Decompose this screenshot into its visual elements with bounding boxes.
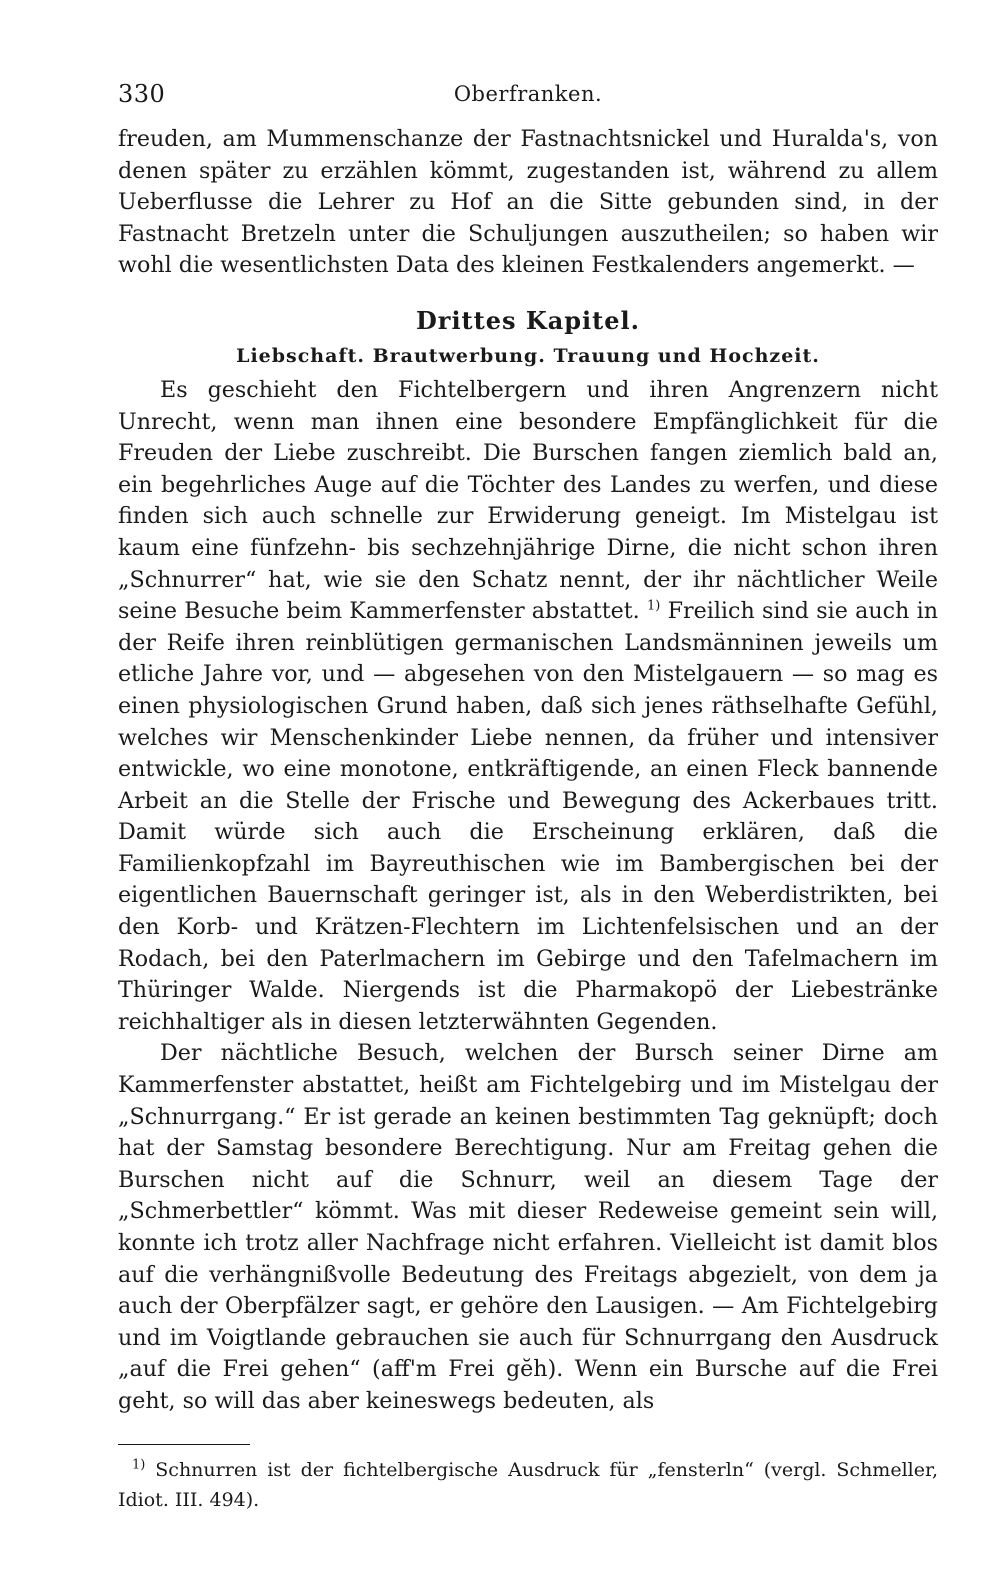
body-paragraph-2: Der nächtliche Besuch, welchen der Bursch seiner Dirne am Kammerfenster abstattet, heißt am Fichtelgebirg und im Mistelgau der „Schnurrgang.“ Er ist gerade an keinen bestimmten Tag geknüpft; doch hat der Samstag besondere Berechtigung. Nur am Freitag gehen die Burschen nicht auf die Schnurr, weil an diesem Tage der „Schmerbettler“ kömmt. Was mit dieser Redeweise gemeint sein will, konnte ich trotz aller Nachfrage nicht erfahren. Vielleicht ist damit blos auf die verhängnißvolle Bedeutung des Freitags abgezielt, von dem ja auch der Oberpfälzer sagt, er gehöre den Lausigen. — Am Fichtelgebirg und im Voigtlande gebrauchen sie auch für Schnurrgang den Ausdruck „auf die Frei gehen“ (aff'm Frei gĕh). Wenn ein Bursche auf die Frei geht, so will das aber keineswegs bedeuten, als (118, 1040, 938, 1414)
footnote-mark: 1) (132, 1457, 146, 1473)
running-head-title: Oberfranken. (453, 82, 603, 106)
footnote-reference[interactable]: 1) (646, 598, 661, 614)
footnote-divider (118, 1444, 250, 1445)
page-number: 330 (118, 80, 166, 108)
body-paragraph-1 (118, 375, 938, 1038)
paragraph-1-text-b: Freilich sind sie auch in der Reife ihren reinblütigen germanischen Landsmänninen jeweils um etliche Jahre vor, und — abgesehen von den Mistelgauern — so mag es einen physiologischen Grund haben, daß sich jenes räthselhafte Gefühl, welches wir Menschenkinder Liebe nennen, da früher und intensiver entwickle, wo eine monotone, entkräftigende, an einen Fleck bannende Arbeit an die Stelle der Frische und Bewegung des Ackerbaues tritt. Damit würde sich auch die Erscheinung erklären, daß die Familienkopfzahl im Bayreuthischen wie im Bambergischen bei der eigentlichen Bauernschaft geringer ist, als in den Weberdistrikten, bei den Korb- und Krätzen-Flechtern im Lichtenfelsischen und an der Rodach, bei den Paterlmachern im Gebirge und den Tafelmachern im Thüringer Walde. Niergends ist die Pharmakopö der Liebestränke reichhaltiger als in diesen letzterwähnten Gegenden. (118, 598, 938, 1035)
continued-paragraph: freuden, am Mummenschanze der Fastnachtsnickel und Huralda's, von denen später zu erzählen kömmt, zugestanden ist, während zu allem Ueberflusse die Lehrer zu Hof an die Sitte gebunden sind, in der Fastnacht Bretzeln unter die Schuljungen auszutheilen; so haben wir wohl die wesentlichsten Data des kleinen Festkalenders angemerkt. — (118, 126, 938, 279)
footnote-text: Schnurren ist der fichtelbergische Ausdruck für „fensterln“ (vergl. Schmeller, Idiot. III. 494). (118, 1458, 938, 1511)
chapter-subtitle: Liebschaft. Brautwerbung. Trauung und Hochzeit. (236, 344, 820, 367)
document-page (118, 80, 938, 1515)
paragraph-1-text-a: Es geschieht den Fichtelbergern und ihren Angrenzern nicht Unrecht, wenn man ihnen eine besondere Empfänglichkeit für die Freuden der Liebe zuschreibt. Die Burschen fangen ziemlich bald an, ein begehrliches Auge auf die Töchter des Landes zu werfen, und diese finden sich auch schnelle zur Erwiderung geneigt. Im Mistelgau ist kaum eine fünfzehn- bis sechzehnjährige Dirne, die nicht schon ihren „Schnurrer“ hat, wie sie den Schatz nennt, der ihr nächtlicher Weile seine Besuche beim Kammerfenster abstattet. (118, 376, 938, 625)
chapter-title: Drittes Kapitel. (415, 305, 641, 335)
running-head (118, 80, 938, 124)
footnote (118, 1455, 938, 1515)
